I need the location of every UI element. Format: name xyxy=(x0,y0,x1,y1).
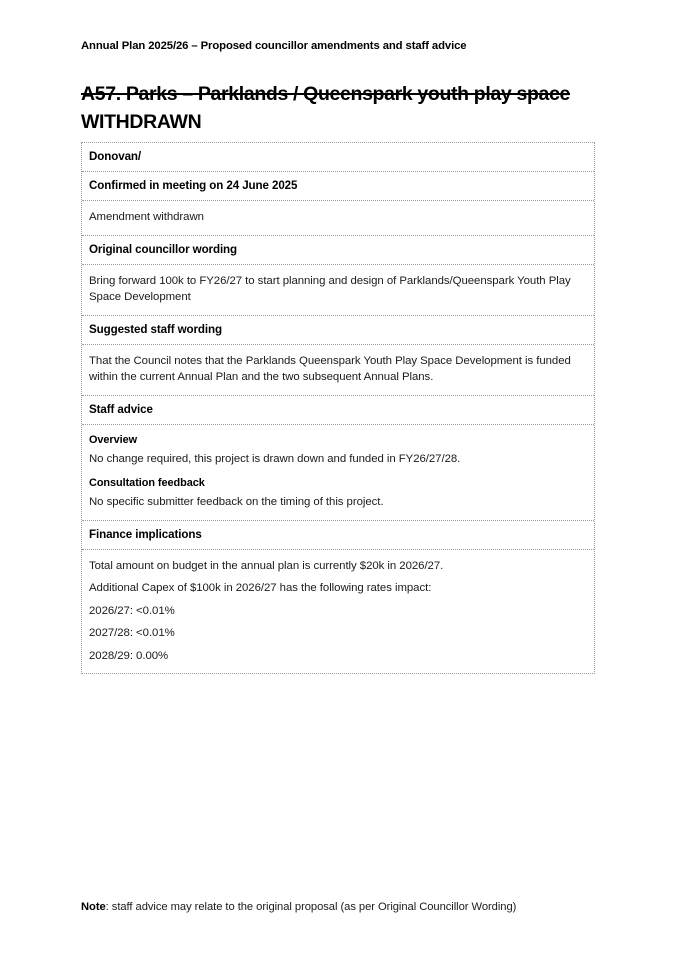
table-row-finance-body xyxy=(82,549,594,674)
table-row-councillor-name: Donovan/ xyxy=(89,150,142,163)
table-row-original-wording-header: Original councillor wording xyxy=(82,235,594,264)
confirmed-body-text: Amendment withdrawn xyxy=(89,211,204,223)
page-title-status-withdrawn: WITHDRAWN xyxy=(81,111,202,133)
table-row-original-wording-body xyxy=(82,264,594,315)
finance-line-additional-capex: Additional Capex of $100k in 2026/27 has the following rates impact: xyxy=(89,582,432,594)
page-title-line-struck: A57. Parks – Parklands / Queenspark youth play space xyxy=(81,83,571,105)
finance-line-rates-2028-29: 2028/29: 0.00% xyxy=(89,649,169,662)
suggested-wording-text: That the Council notes that the Parklands Queenspark Youth Play Space Development is funded within the current Annual Plan and the two subsequent Annual Plans. xyxy=(89,354,571,383)
amendment-table xyxy=(81,142,595,674)
table-row-suggested-wording-header: Suggested staff wording xyxy=(82,315,594,344)
staff-advice-overview-text: No change required, this project is drawn down and funded in FY26/27/28. xyxy=(89,452,461,465)
staff-advice-consultation-label: Consultation feedback xyxy=(89,477,205,489)
finance-line-total-budget: Total amount on budget in the annual plan is currently $20k in 2026/27. xyxy=(89,559,444,572)
staff-advice-consultation-text: No specific submitter feedback on the timing of this project. xyxy=(89,496,384,508)
original-wording-text: Bring forward 100k to FY26/27 to start planning and design of Parklands/Queenspark Youth Play Space Development xyxy=(89,274,571,303)
table-row-confirmed-body xyxy=(82,200,594,235)
page-title xyxy=(81,80,596,136)
table-row-staff-advice-header: Staff advice xyxy=(82,395,594,424)
finance-line-rates-2026-27: 2026/27: <0.01% xyxy=(89,604,175,617)
finance-line-rates-2027-28: 2027/28: <0.01% xyxy=(89,627,175,639)
table-row-suggested-wording-body xyxy=(82,344,594,395)
footer-note-text: : staff advice may relate to the original proposal (as per Original Councillor Wording) xyxy=(105,901,517,913)
running-header: Annual Plan 2025/26 – Proposed councillor amendments and staff advice xyxy=(81,40,467,52)
table-row-confirmed-header: Confirmed in meeting on 24 June 2025 xyxy=(82,171,594,200)
table-row-finance-header: Finance implications xyxy=(82,520,594,549)
staff-advice-overview-label: Overview xyxy=(89,433,138,446)
footer-note xyxy=(81,901,516,913)
table-row-staff-advice-body xyxy=(82,424,594,520)
footer-note-label: Note xyxy=(81,901,106,913)
